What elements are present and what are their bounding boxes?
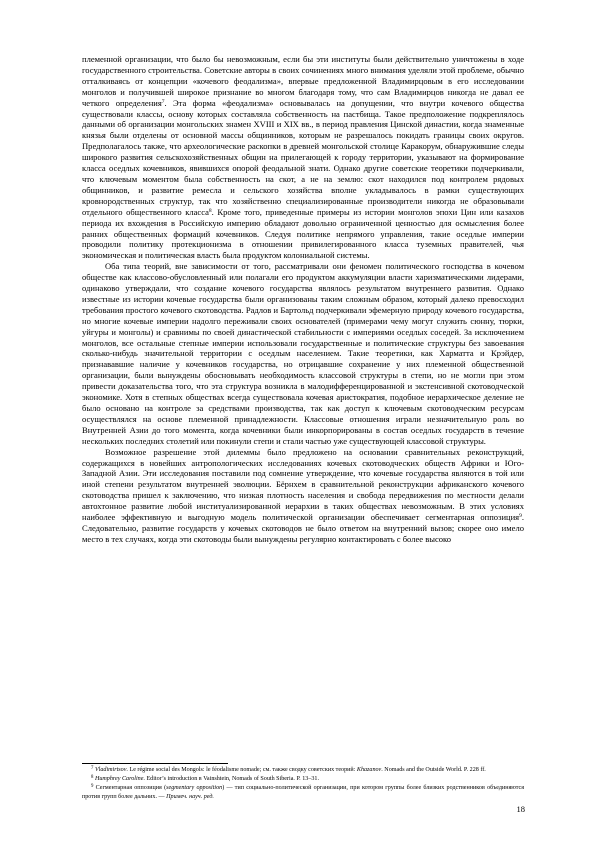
main-text	[82, 54, 524, 545]
text-run: . Эта форма «феодализма» основывалась на допущении, что внутри кочевого общества существовали классы, основу которых составляла собственность на пастбища. Такое предположение подкреплялось данными об организации монгольских знамен XVIII и XIX вв., в период правления Цинской династии, когда знаменные князья были отделены от основной массы общинников, которым не разрешалось покидать границы своих округов. Предполагалось также, что археологические раскопки в древней монгольской столице Каракорум, обнаружившие следы широкого развития сельскохозяйственных общин на прилегающей к городу территории, указывают на формирование класса оседлых кочевников, явившихся опорой феодальной знати. Однако другие советские теоретики подчеркивали, что ключевым моментом была собственность на скот, а не на землю: скот находился под контролем рядовых общинников, и развитие ремесла и сельского хозяйства вполне укладывалось в рамки существующих кровнородственных структур, так что хозяйственно специализированные производители никогда не образовывали отдельного общественного класса	[82, 97, 525, 217]
footnote	[82, 784, 524, 802]
text-run: Возможное разрешение этой дилеммы было предложено на основании сравнительных реконструкций, содержащихся в новейших антропологических исследованиях кочевых скотоводческих обществ Африки и Юго-Западной Азии. Эти исследования поставили под сомнение утверждение, что кочевые государства являются в той или иной степени результатом внутренней эволюции. Бёрнхем в сравнительной реконструкции африканского кочевого скотоводства пришел к заключению, что низкая плотность населения и свобода передвижения по местности делали автохтонное развитие любой институализированной иерархии в таких обществах невозможным. В этих условиях наиболее эффективную и выгодную модель политической организации обеспечивает сегментарная оппозиция	[82, 446, 524, 523]
footnotes	[82, 766, 524, 802]
footnote-separator	[82, 763, 228, 764]
italic-text: segmentary opposition	[166, 784, 223, 791]
footnote-reference: 7	[161, 98, 165, 105]
paragraph	[82, 54, 524, 261]
paragraph	[82, 447, 524, 545]
text-run: . Кроме того, приведенные примеры из истории монголов эпохи Цин или казахов периода их вхождения в Российскую империю обладают довольно ограниченной ценностью для осмысления более ранних общественных формаций кочевников. Следуя политике непрямого управления, такие оседлые империи проводили политику протекционизма в отношении привилегированного класса туземных правителей, чья экономическая и политическая власть была продуктом колониальной системы.	[82, 206, 524, 261]
footnote-number: 8	[91, 774, 94, 780]
text-run: . Nomads and the Outside World. P. 228 ff.	[381, 767, 486, 773]
text-run: ) — тип социально-политической организации, при котором группы более близких родственников объединяются против групп более дальних. —	[82, 784, 524, 800]
italic-text: Vladimirtsov	[94, 767, 127, 773]
text-run: . Le régime social des Mongols: le féodalisme nomade; см. также сводку советских теорий:	[126, 767, 357, 773]
text-run: . Editor’s introduction в Vainshtein, Nomads of South Siberia. P. 13–31.	[143, 775, 319, 782]
text-run: Сегментарная оппозиция (	[95, 784, 167, 791]
italic-text: Примеч. науч. ред.	[166, 793, 214, 800]
footnote-reference: 8	[208, 207, 212, 214]
footnote-number: 7	[91, 766, 94, 771]
text-run: Оба типа теорий, вне зависимости от того, рассматривали они феномен политического господства в кочевом обществе как классово-обусловленный или полагали его продуктом аккумуляции власти харизматическими лидерами, одинаково утверждали, что создание кочевого государства являлось результатом внутреннего развития. Однако известные из истории кочевые государства были организованы таким сложным образом, который далеко превосходил требования простого кочевого скотоводства. Радлов и Бартольд подчеркивали эфемерную природу кочевого государства, но многие кочевые империи надолго переживали своих основателей (примерами чему могут служить сюнну, тюрки, уйгуры и монголы) и сравнимы по своей династической стабильности с империями оседлых соседей. За исключением монголов, все остальные степные империи использовали государственные и политические структуры без завоевания сколько-нибудь значительной территории с оседлым населением. Такие теоретики, как Харматта и Крэйдер, признававшие наличие у кочевников государства, но отрицавшие сохранение у них племенной общественной организации, были вынуждены обосновывать необходимость классовой структуры в степи, но не могли при этом привести доказательства того, что эта структура возникла в малодифференцированной и экстенсивной скотоводческой экономике. Хотя в степных обществах всегда существовала кочевая аристократия, подобное иерархическое деление не было основано на контроле за средствами производства, так как доступ к ключевым скотоводческим ресурсам осуществлялся на основе племенной принадлежности. Классовые отношения играли незначительную роль во Внутренней Азии до того момента, когда кочевники были инкорпорированы в состав оседлых государств в течение нескольких последних столетий или покинули степи и стали частью уже существующей классовой структуры.	[82, 261, 524, 446]
page-number: 18	[516, 804, 525, 814]
paragraph	[82, 261, 524, 446]
footnote-number: 9	[91, 783, 94, 789]
footnote-reference: 9	[519, 513, 522, 520]
italic-text: Humphrey Caroline	[94, 775, 144, 782]
text-run: племенной организации, что было бы невозможным, если бы эти институты были действительно уничтожены в ходе государственного строительства. Советские авторы в своих сочинениях много внимания уделяли этой проблеме, обычно отталкиваясь от концепции «кочевого феодализма», впервые предложенной Владимирцовым в его исследовании монголов и получившей широкое признание во многом благодаря тому, что сам Владимирцов никогда не давал ее четкого определения	[82, 54, 524, 108]
text-run: . Следовательно, развитие государств у кочевых скотоводов не было ответом на внутренний вызов; скорее оно имело место в тех случаях, когда эти скотоводы были вынуждены регулярно контактировать с более высоко	[82, 512, 524, 544]
italic-text: Khazanov	[356, 767, 382, 773]
footnote	[82, 775, 524, 784]
footnote	[82, 766, 524, 775]
